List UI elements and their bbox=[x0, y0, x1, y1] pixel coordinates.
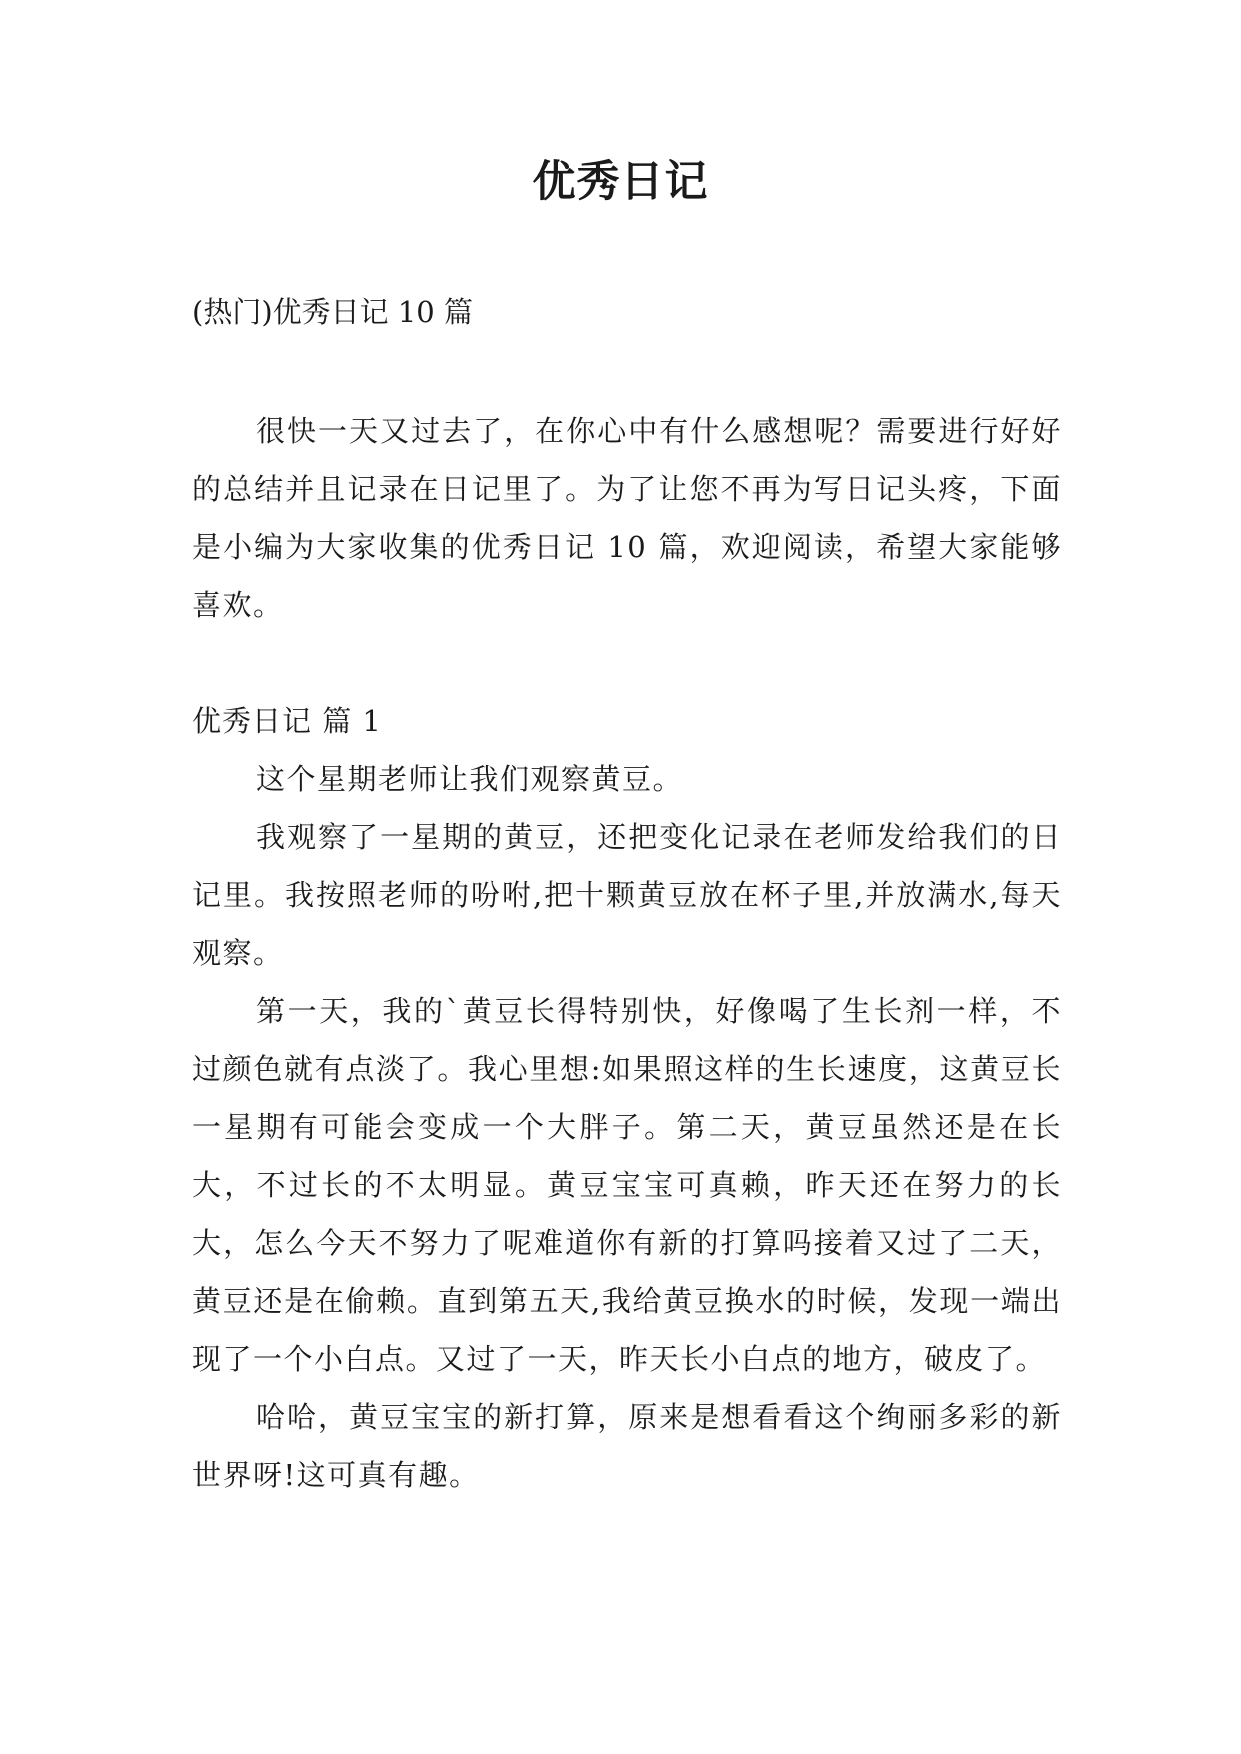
document-subtitle: (热门)优秀日记 10 篇 bbox=[192, 295, 473, 329]
body-paragraph: 这个星期老师让我们观察黄豆。 bbox=[256, 762, 684, 796]
body-paragraph: 我观察了一星期的黄豆，还把变化记录在老师发给我们的日记里。我按照老师的吩咐,把十颗黄豆放在杯子里,并放满水,每天观察。 bbox=[192, 820, 1062, 970]
body-paragraph: 哈哈，黄豆宝宝的新打算，原来是想看看这个绚丽多彩的新世界呀!这可真有趣。 bbox=[192, 1400, 1062, 1492]
document-body bbox=[192, 402, 1062, 1504]
section-heading: 优秀日记 篇 1 bbox=[192, 704, 382, 738]
body-paragraph: 第一天，我的`黄豆长得特别快，好像喝了生长剂一样，不过颜色就有点淡了。我心里想:如果照这样的生长速度，这黄豆长一星期有可能会变成一个大胖子。第二天，黄豆虽然还是在长大，不过长的不太明显。黄豆宝宝可真赖，昨天还在努力的长大，怎么今天不努力了呢难道你有新的打算吗接着又过了二天，黄豆还是在偷赖。直到第五天,我给黄豆换水的时候，发现一端出现了一个小白点。又过了一天，昨天长小白点的地方，破皮了。 bbox=[192, 994, 1062, 1376]
document-title: 优秀日记 bbox=[532, 157, 709, 207]
intro-paragraph: 很快一天又过去了，在你心中有什么感想呢？需要进行好好的总结并且记录在日记里了。为了让您不再为写日记头疼，下面是小编为大家收集的优秀日记 10 篇，欢迎阅读，希望大家能够喜欢。 bbox=[192, 414, 1062, 622]
